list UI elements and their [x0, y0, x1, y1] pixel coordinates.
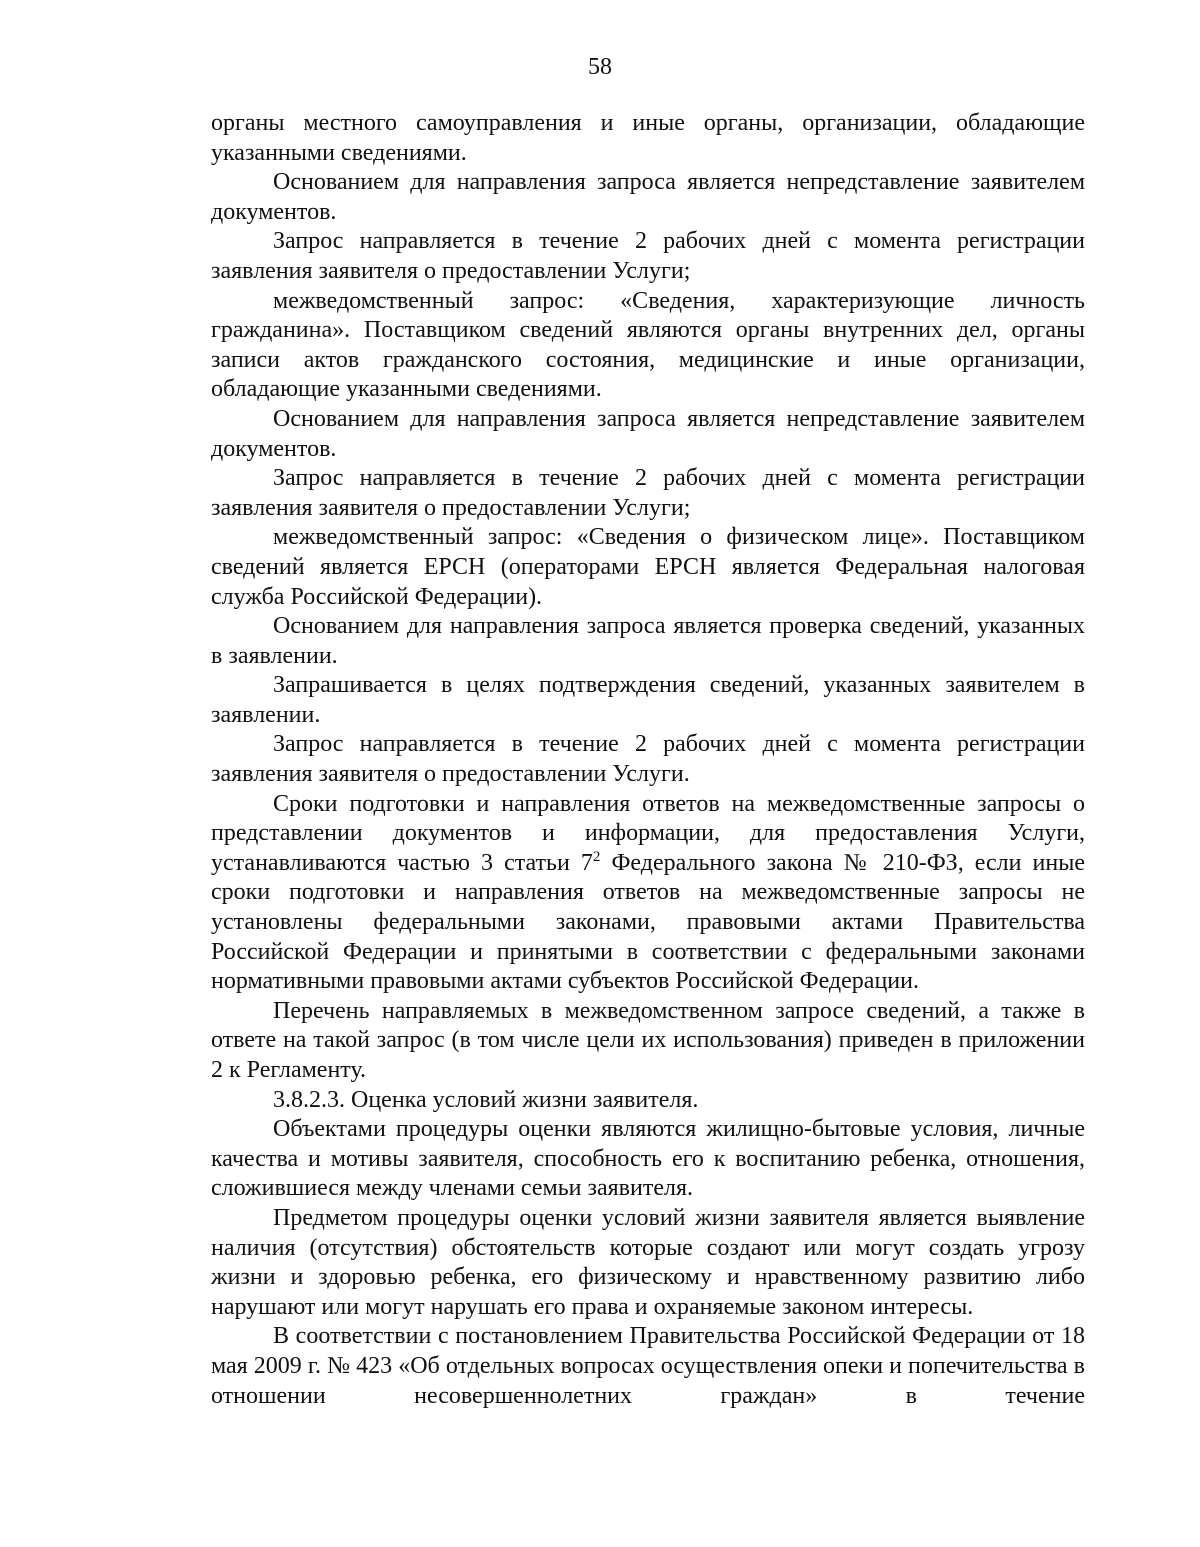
paragraph: Основанием для направления запроса является проверка сведений, указанных в заявлении.	[211, 613, 1085, 669]
paragraph: органы местного самоуправления и иные органы, организации, обладающие указанными сведениями.	[211, 110, 1085, 166]
paragraph: межведомственный запрос: «Сведения, характеризующие личность гражданина». Поставщиком сведений являются органы внутренних дел, органы записи актов гражданского состояния, медицинские и иные организации, обладающие указанными сведениями.	[211, 287, 1085, 403]
paragraph: Предметом процедуры оценки условий жизни заявителя является выявление наличия (отсутствия) обстоятельств которые создают или могут создать угрозу жизни и здоровью ребенка, его физическому и нравственному развитию либо нарушают или могут нарушать его права и охраняемые законом интересы.	[211, 1204, 1085, 1320]
paragraph-with-footnote-ref	[211, 790, 1085, 997]
paragraph: межведомственный запрос: «Сведения о физическом лице». Поставщиком сведений является ЕРСН (операторами ЕРСН является Федеральная налоговая служба Российской Федерации).	[211, 524, 1085, 610]
paragraph: Запрос направляется в течение 2 рабочих дней с момента регистрации заявления заявителя о предоставлении Услуги;	[211, 465, 1085, 521]
paragraph: Основанием для направления запроса является непредставление заявителем документов.	[211, 169, 1085, 225]
superscript: 2	[592, 848, 601, 865]
section-heading: 3.8.2.3. Оценка условий жизни заявителя.	[273, 1086, 699, 1113]
paragraph: Основанием для направления запроса является непредставление заявителем документов.	[211, 405, 1085, 462]
paragraph-text-before: Сроки подготовки и направления ответов на межведомственные запросы о представлении документов и информации, для предоставления Услуги, устанавливаются частью 3 статьи 7	[211, 790, 1085, 876]
paragraph: В соответствии с постановлением Правительства Российской Федерации от 18 мая 2009 г. № 423 «Об отдельных вопросах осуществления опеки и попечительства в отношении несовершеннолетних граждан» в течение	[211, 1323, 1085, 1409]
paragraph: Перечень направляемых в межведомственном запросе сведений, а также в ответе на такой запрос (в том числе цели их использования) приведен в приложении 2 к Регламенту.	[211, 997, 1085, 1083]
paragraph: Запрашивается в целях подтверждения сведений, указанных заявителем в заявлении.	[211, 672, 1085, 728]
page-number: 58	[588, 54, 612, 80]
paragraph: Объектами процедуры оценки являются жилищно-бытовые условия, личные качества и мотивы заявителя, способность его к воспитанию ребенка, отношения, сложившиеся между членами семьи заявителя.	[211, 1116, 1085, 1202]
paragraph-text-after: Федерального закона № 210-ФЗ, если иные сроки подготовки и направления ответов на межведомственные запросы не установлены федеральными законами, правовыми актами Правительства Российской Федерации и принятыми в соответствии с федеральными законами нормативными правовыми актами субъектов Российской Федерации.	[211, 849, 1086, 995]
paragraph: Запрос направляется в течение 2 рабочих дней с момента регистрации заявления заявителя о предоставлении Услуги;	[211, 228, 1085, 284]
paragraph: Запрос направляется в течение 2 рабочих дней с момента регистрации заявления заявителя о предоставлении Услуги.	[211, 731, 1085, 788]
document-body	[211, 109, 1085, 1411]
